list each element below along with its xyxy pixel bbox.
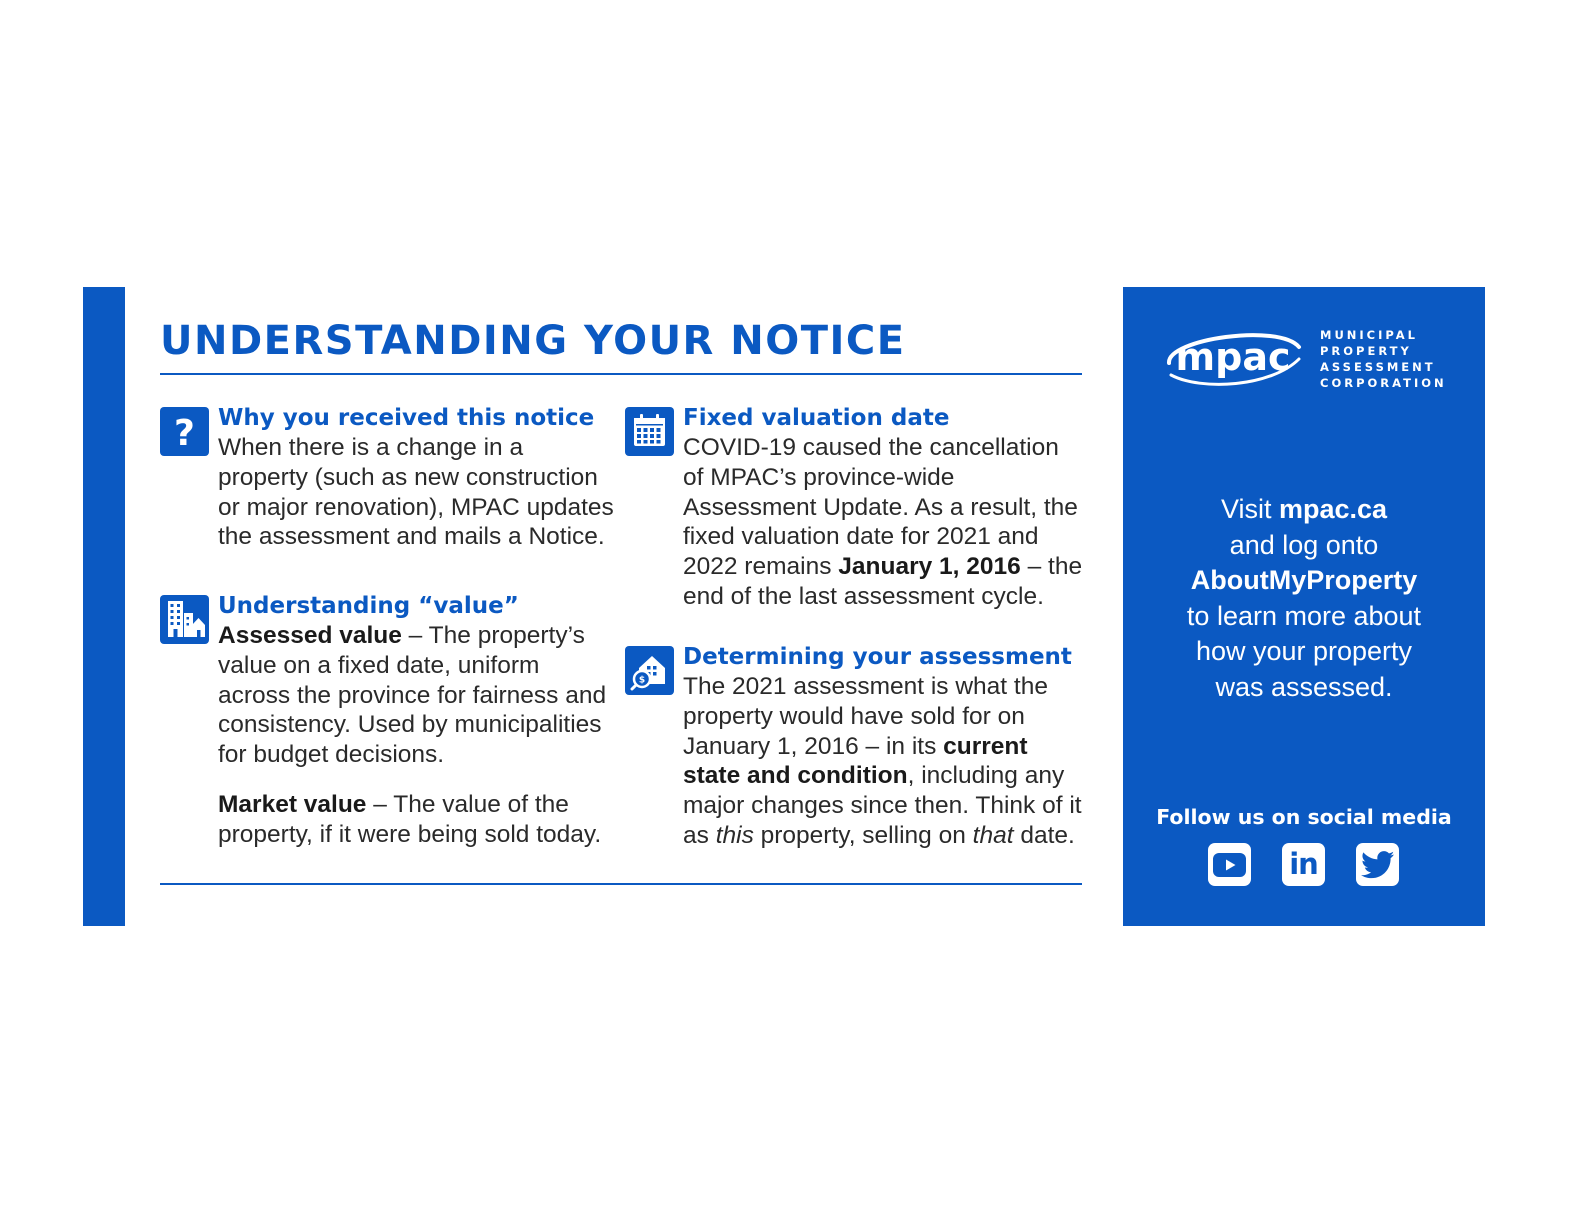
mpac-logo <box>1161 325 1306 395</box>
section-heading: Determining your assessment <box>683 644 1072 670</box>
section-heading: Why you received this notice <box>218 405 595 431</box>
learn-more-text: was assessed. <box>1215 671 1393 702</box>
bottom-divider <box>160 883 1082 885</box>
section-heading: Fixed valuation date <box>683 405 950 431</box>
question-icon <box>160 407 209 456</box>
assessed-value-term: Assessed value <box>218 622 402 649</box>
determine-text-end: date. <box>1013 821 1075 849</box>
section-heading: Understanding “value” <box>218 593 519 619</box>
page-title: UNDERSTANDING YOUR NOTICE <box>160 318 906 364</box>
visit-message <box>1123 492 1485 705</box>
log-onto-text: and log onto <box>1229 529 1379 560</box>
italic-that: that <box>972 821 1014 849</box>
logo-word: MUNICIPAL <box>1320 328 1419 342</box>
fixed-valuation-text <box>683 433 1083 612</box>
learn-more-text: to learn more about <box>1186 600 1422 631</box>
italic-this: this <box>715 821 754 849</box>
determining-text <box>683 672 1083 851</box>
visit-word: Visit <box>1220 494 1279 524</box>
buildings-icon <box>160 595 209 644</box>
logo-word: PROPERTY <box>1320 344 1412 358</box>
market-value-text: – The value of the property, if it were being sold today. <box>218 790 602 848</box>
market-value-term: Market value <box>218 790 367 818</box>
logo-word: CORPORATION <box>1320 376 1447 390</box>
valuation-date: January 1, 2016 <box>838 553 1021 581</box>
logo-word: ASSESSMENT <box>1320 360 1436 374</box>
svg-text:$: $ <box>638 675 646 686</box>
determine-text-middle2: property, selling on <box>753 821 973 849</box>
assessed-value-definition <box>218 621 618 770</box>
logo-tagline <box>1320 327 1447 391</box>
market-value-definition <box>218 790 618 850</box>
section-text: When there is a change in a property (such as new construction or major renovation), MPAC updates the assessment and mails a Notice. <box>218 434 614 551</box>
fixed-text-before: COVID-19 caused the cancellation of MPAC’s province-wide Assessment Update. As a result, the fixed valuation date for 2021 and 2022 remains <box>683 434 1078 581</box>
assessed-value-text: – The property’s value on a fixed date, uniform across the province for fairness and consistency. Used by municipalities for budget decisions. <box>218 622 607 769</box>
learn-more-text: how your property <box>1195 636 1413 666</box>
svg-text:?: ? <box>174 413 195 454</box>
left-accent-bar <box>83 287 125 926</box>
about-my-property-link[interactable]: AboutMyProperty <box>1190 565 1418 595</box>
determine-text-middle: , including any major changes since then. Think of it as <box>683 762 1082 849</box>
fixed-text-after: – the end of the last assessment cycle. <box>683 553 1083 610</box>
twitter-icon[interactable] <box>1356 843 1399 886</box>
calendar-icon <box>625 407 674 456</box>
linkedin-label: in <box>1289 847 1318 881</box>
house-search-icon <box>625 646 674 695</box>
logo-wordmark: mpac <box>1175 335 1291 379</box>
mpac-sidebar <box>1123 287 1485 926</box>
title-divider <box>160 373 1082 375</box>
current-state-emphasis: current state and condition <box>683 732 1028 790</box>
website-link[interactable]: mpac.ca <box>1278 494 1388 524</box>
youtube-icon[interactable] <box>1208 843 1251 886</box>
linkedin-icon[interactable] <box>1282 843 1325 886</box>
determine-text-before: The 2021 assessment is what the property would have sold for on January 1, 2016 – in its <box>683 673 1048 760</box>
follow-us-label: Follow us on social media <box>1156 805 1452 829</box>
